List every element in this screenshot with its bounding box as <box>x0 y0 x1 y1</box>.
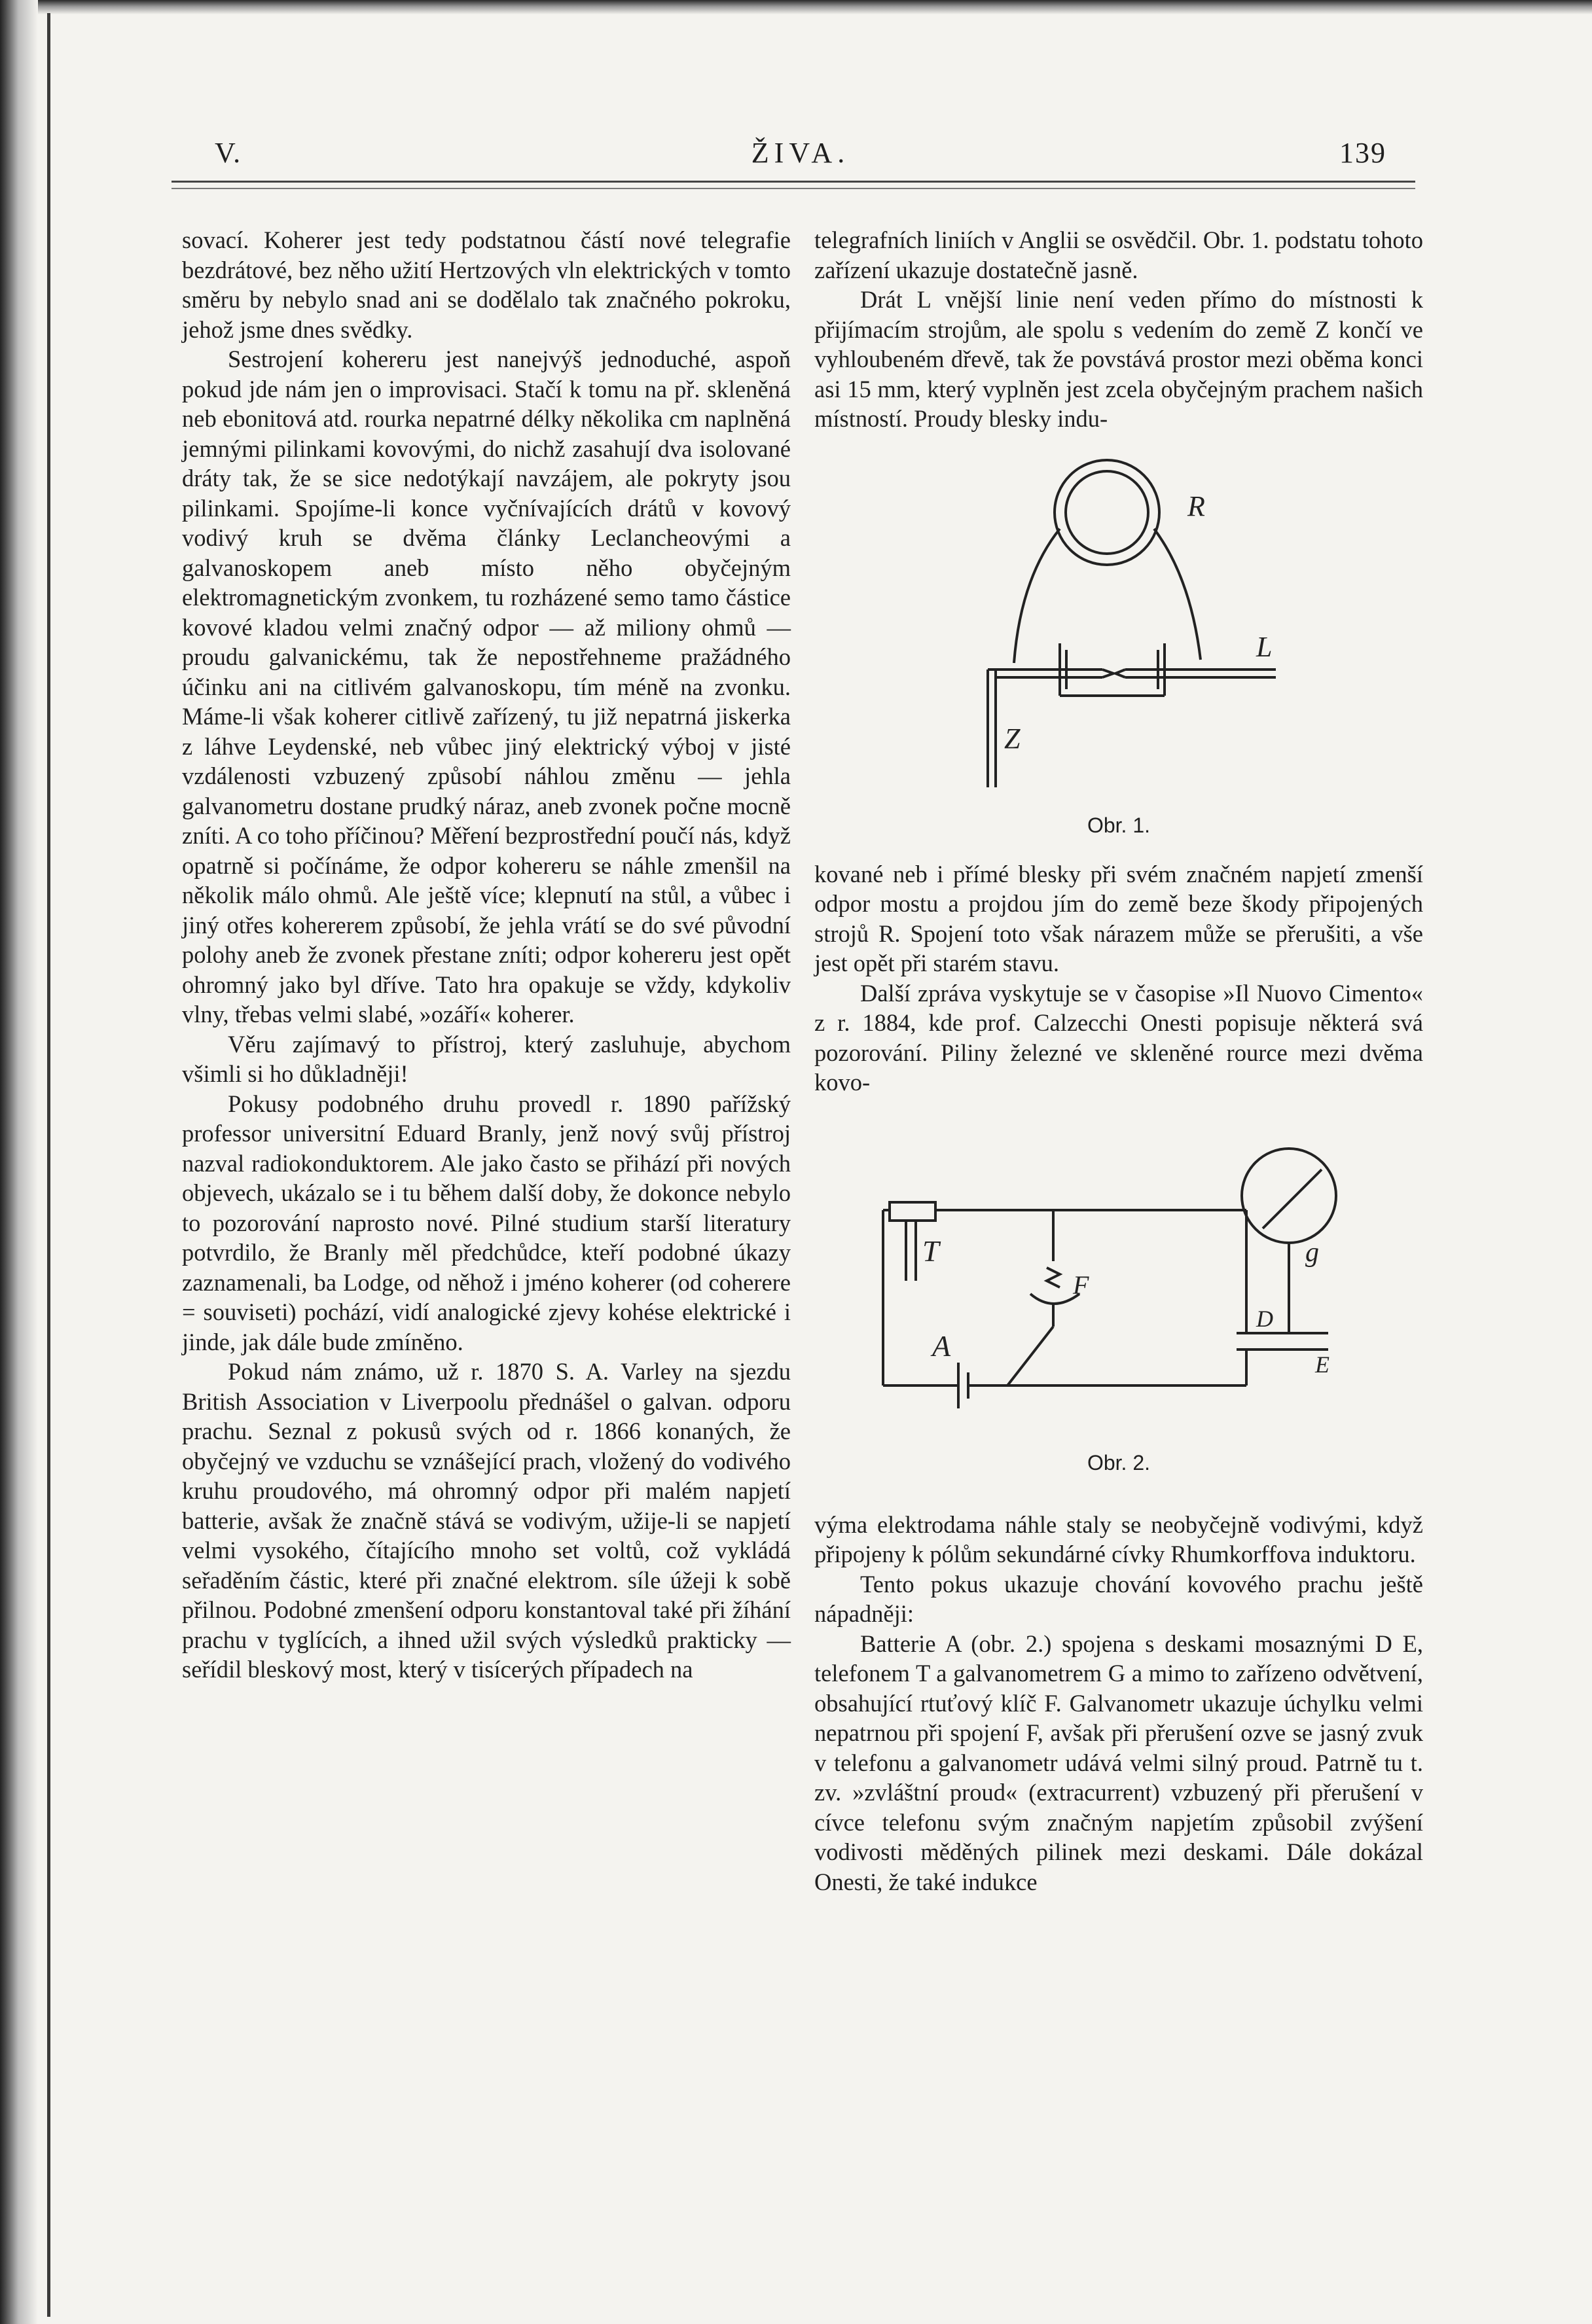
lightning-bridge-diagram <box>935 454 1302 807</box>
page-header <box>215 136 1386 182</box>
paragraph: Pokusy podobného druhu provedl r. 1890 pařížský professor universitní Eduard Branly, jenž nový svůj přístroj nazval radiokonduktorem. Ale jako často se přihází při nových objevech, ukázalo se i tu během další doby, že dokonce nebylo to pozorování naprosto nové. Pilné studium starší literatury potvrdilo, že Branly měl předchůdce, kteří podobné úkazy zaznamenali, ba Lodge, od něhož i jméno koherer (od coherere = souviseti) pochází, vidí analogické zjevy kohése elektrické i jinde, jak dále bude zmíněno. <box>182 1090 791 1355</box>
paragraph: výma elektrodama náhle staly se neobyčejně vodivými, když připojeny k pólům sekundárné cívky Rhumkorffova induktoru. <box>814 1511 1423 1567</box>
label-E: E <box>1315 1351 1330 1378</box>
paragraph: sovací. Koherer jest tedy podstatnou částí nové telegrafie bezdrátové, bez něho užití Hertzových vln elektrických v tomto směru by nebylo snad ani se dodělalo tak značného pokroku, jehož jsme dnes svědky. <box>182 226 791 343</box>
label-L: L <box>1256 630 1273 663</box>
paragraph: Sestrojení kohereru jest nanejvýš jednoduché, aspoň pokud jde nám jen o improvisaci. Stačí k tomu na př. skleněná neb ebonitová atd. rourka nepatrné délky několika cm naplněná jemnými pilinkami kovovými, do nichž zasahují dva isolované dráty tak, že se sice nedotýkají navzájem, ale pokryty jsou pilinkami. Spojíme-li konce vyčnívajících drátů v kovový vodivý kruh se dvěma články Leclancheovými a galvanoskopem aneb místo něho obyčejným elektromagnetickým zvonkem, tu rozházené semo tamo částice kovové kladou velmi značný odpor — až miliony ohmů — proudu galvanickému, tak že nepostřehneme pražádného účinku ani na citlivém galvanoskopu, tím méně na zvonku. Máme-li však koherer citlivě zařízený, tu již nepatrná jiskerka z láhve Leydenské, neb vůbec jiný elektrický výboj v jisté vzdálenosti vzbuzený způsobí náhlou změnu — jehla galvanometru dostane prudký náraz, aneb zvonek počne mocně zníti. A co toho příčinou? Měření bezprostřední poučí nás, když opatrně si počínáme, že odpor kohereru se náhle zmenšil na několik málo ohmů. Ale ještě více; klepnutí na stůl, a vůbec i jiný otřes kohererem způsobí, že jehla vrátí se do své původní polohy aneb že zvonek přestane zníti; odpor kohereru jest opět ohromný jako byl dříve. Tato hra opakuje se vždy, kdykoliv vlny, třebas velmi slabé, »ozáří« koherer. <box>182 346 791 1028</box>
label-F: F <box>1073 1270 1089 1300</box>
paragraph: Tento pokus ukazuje chování kovového prachu ještě nápadněji: <box>814 1570 1423 1627</box>
paragraph: Batterie A (obr. 2.) spojena s deskami mosaznými D E, telefonem T a galvanometrem G a mimo to zařízeno odvětvení, obsahující rtuťový klíč F. Galvanometr ukazuje úchylku velmi nepatrnou při spojení F, avšak při přerušení ozve se jasný zvuk v telefonu a galvanometr udává velmi silný proud. Patrně tu t. zv. »zvláštní proud« (extracurrent) vzbuzený při přerušení v cívce telefonu svým značným napjetím způsobil zvýšení vodivosti měděných pilinek mezi deskami. Dále dokázal Onesti, že také indukce <box>814 1630 1423 1895</box>
paragraph: telegrafních liniích v Anglii se osvědčil. Obr. 1. podstatu tohoto zařízení ukazuje dostatečně jasně. <box>814 226 1423 283</box>
paragraph: Věru zajímavý to přístroj, který zasluhuje, abychom všimli si ho důkladněji! <box>182 1030 791 1087</box>
label-A: A <box>932 1329 951 1363</box>
page-number: 139 <box>1339 137 1386 169</box>
left-column <box>182 225 791 2110</box>
label-T: T <box>922 1234 939 1268</box>
figure-2-caption: Obr. 2. <box>1087 1450 1151 1475</box>
header-rule <box>172 181 1415 189</box>
label-D: D <box>1256 1305 1273 1332</box>
journal-title: ŽIVA. <box>751 137 850 169</box>
figure-1 <box>814 454 1423 853</box>
scan-top-edge <box>0 0 1592 14</box>
right-column <box>814 225 1423 2110</box>
paragraph: Další zpráva vyskytuje se v časopise »Il Nuovo Cimento« z r. 1884, kde prof. Calzecchi Onesti popisuje některá svá pozorování. Piliny železné ve skleněné rource mezi dvěma kovo- <box>814 979 1423 1096</box>
binding-line <box>47 13 50 2317</box>
scan-left-edge <box>0 0 38 2324</box>
figure-1-caption: Obr. 1. <box>1087 813 1151 837</box>
paragraph: kované neb i přímé blesky při svém značném napjetí zmenší odpor mostu a projdou jím do země beze škody připojených strojů R. Spojení toto však nárazem může se přerušiti, a vše jest opět při starém stavu. <box>814 860 1423 976</box>
volume-number: V. <box>215 137 242 169</box>
label-Z: Z <box>1004 722 1021 755</box>
label-R: R <box>1187 490 1205 522</box>
paragraph: Drát L vnější linie není veden přímo do místnosti k přijímacím strojům, ale spolu s vedením do země Z končí ve vyhloubeném dřevě, tak že povstává prostor mezi oběma konci asi 15 mm, který vyplněn jest zcela obyčejným prachem našich místností. Proudy blesky indu- <box>814 286 1423 432</box>
paragraph: Pokud nám známo, už r. 1870 S. A. Varley na sjezdu British Association v Liverpoolu přednášel o galvan. odporu prachu. Seznal z pokusů svých od r. 1866 konaných, že obyčejný ve vzduchu se vznášející prach, vložený do vodivého kruhu proudového, má ohromný odpor při malém napjetí batterie, avšak že značně stává se vodivým, užije-li se napjetí velmi vysokého, čítajícího mnoho set voltů, což vykládá seřaděním částic, které při značné elektrom. síle úžeji k sobě přilnou. Podobné zmenšení odporu konstantoval také při žíhání prachu v tyglících, a ihned užil svých výsledků prakticky — seřídil bleskový most, který v tisícerých případech na <box>182 1358 791 1683</box>
figure-2 <box>814 1137 1423 1503</box>
coherer-circuit-diagram <box>870 1137 1367 1444</box>
label-G: g <box>1305 1237 1319 1268</box>
